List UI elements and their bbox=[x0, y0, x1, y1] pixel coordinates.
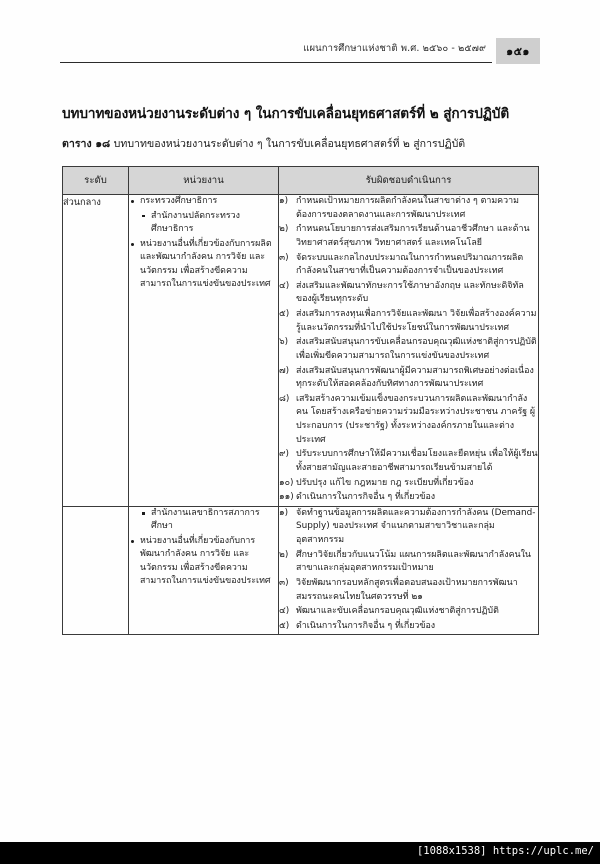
responsibility-item-text: ส่งเสริมการลงทุนเพื่อการวิจัยและพัฒนา วิจัยเพื่อสร้างองค์ความรู้และนวัตกรรมที่นำไปใช้ประโยชน์ในการพัฒนาประเทศ bbox=[296, 309, 537, 333]
responsibility-list-item bbox=[279, 605, 538, 619]
cell-level: ส่วนกลาง bbox=[63, 195, 129, 507]
column-header-responsibility: รับผิดชอบดำเนินการ bbox=[279, 167, 539, 195]
watermark-dimensions: [1088x1538] bbox=[416, 845, 487, 857]
cell-agency bbox=[129, 195, 279, 507]
agency-list bbox=[129, 195, 278, 292]
role-table bbox=[62, 166, 539, 635]
responsibility-item-text: ส่งเสริมสนับสนุนการขับเคลื่อนกรอบคุณวุฒิแห่งชาติสู่การปฏิบัติ เพื่อเพิ่มขีดความสามารถในการแข่งขันของประเทศ bbox=[296, 337, 537, 361]
responsibility-item-number: ๓) bbox=[279, 252, 289, 263]
responsibility-item-text: ดำเนินการในการกิจอื่น ๆ ที่เกี่ยวข้อง bbox=[296, 492, 436, 503]
responsibility-list-item bbox=[279, 223, 538, 250]
responsibility-item-text: กำหนดเป้าหมายการผลิตกำลังคนในสาขาต่าง ๆ ตามความต้องการของตลาดงานและการพัฒนาประเทศ bbox=[296, 196, 519, 220]
responsibility-item-number: ๗) bbox=[279, 365, 290, 376]
responsibility-item-text: ศึกษาวิจัยเกี่ยวกับแนวโน้ม แผนการผลิตและพัฒนากำลังคนในสาขาและกลุ่มอุตสาหกรรมเป้าหมาย bbox=[296, 549, 531, 574]
cell-responsibility bbox=[279, 195, 539, 507]
running-header bbox=[60, 40, 540, 66]
agency-list-item: สำนักงานปลัดกระทรวงศึกษาธิการ bbox=[129, 210, 278, 237]
responsibility-list bbox=[279, 195, 538, 505]
agency-list-item: หน่วยงานอื่นที่เกี่ยวข้องกับการพัฒนากำลังคน การวิจัย และนวัตกรรม เพื่อสร้างขีดความสามารถในการแข่งขันของประเทศ bbox=[129, 535, 278, 589]
responsibility-list-item bbox=[279, 393, 538, 448]
responsibility-item-text: ส่งเสริมสนับสนุนการพัฒนาผู้มีความสามารถพิเศษอย่างต่อเนื่องทุกระดับให้สอดคล้องกับทิศทางการพัฒนาประเทศ bbox=[296, 365, 534, 390]
agency-list-item: หน่วยงานอื่นที่เกี่ยวข้องกับการผลิตและพัฒนากำลังคน การวิจัย และนวัตกรรม เพื่อสร้างขีดความสามารถในการแข่งขันของประเทศ bbox=[129, 238, 278, 292]
page-title: บทบาทของหน่วยงานระดับต่าง ๆ ในการขับเคลื่อนยุทธศาสตร์ที่ ๒ สู่การปฏิบัติ bbox=[62, 106, 510, 122]
responsibility-item-number: ๒) bbox=[279, 549, 289, 560]
responsibility-item-text: กำหนดนโยบายการส่งเสริมการเรียนด้านอาชีวศึกษา และด้านวิทยาศาสตร์สุขภาพ วิทยาศาสตร์ และเทคโนโลยี bbox=[296, 224, 530, 248]
table-caption bbox=[62, 138, 540, 152]
responsibility-item-number: ๓) bbox=[279, 577, 289, 588]
table-caption-label: ตาราง ๑๘ bbox=[62, 138, 111, 150]
responsibility-item-number: ๒) bbox=[279, 224, 289, 235]
responsibility-list-item bbox=[279, 477, 538, 491]
responsibility-list-item bbox=[279, 365, 538, 392]
table-caption-text: บทบาทของหน่วยงานระดับต่าง ๆ ในการขับเคลื่อนยุทธศาสตร์ที่ ๒ สู่การปฏิบัติ bbox=[113, 138, 466, 150]
responsibility-list bbox=[279, 507, 538, 634]
responsibility-list-item bbox=[279, 252, 538, 279]
responsibility-item-text: ดำเนินการในการกิจอื่น ๆ ที่เกี่ยวข้อง bbox=[296, 620, 436, 631]
responsibility-item-number: ๑๑) bbox=[279, 492, 294, 503]
column-header-agency: หน่วยงาน bbox=[129, 167, 279, 195]
table-body bbox=[63, 195, 539, 635]
watermark-url: https://uplc.me/ bbox=[492, 845, 594, 857]
responsibility-item-text: เสริมสร้างความเข้มแข็งของกระบวนการผลิตและพัฒนากำลังคน โดยสร้างเครือข่ายความร่วมมือระหว่างประชาชน ภาครัฐ ผู้ประกอบการ (ประชารัฐ) ทั้งระหว่างองค์กรภายในและต่างประเทศ bbox=[296, 393, 536, 445]
responsibility-item-text: พัฒนาและขับเคลื่อนกรอบคุณวุฒิแห่งชาติสู่การปฏิบัติ bbox=[296, 606, 499, 617]
page-number-badge: ๑๕๑ bbox=[496, 38, 540, 64]
responsibility-item-number: ๘) bbox=[279, 393, 290, 404]
responsibility-list-item bbox=[279, 577, 538, 604]
responsibility-item-number: ๑) bbox=[279, 196, 289, 206]
table-row bbox=[63, 506, 539, 635]
responsibility-item-text: วิจัยพัฒนากรอบหลักสูตรเพื่อตอบสนองเป้าหมายการพัฒนาสมรรถนะคนไทยในศตวรรษที่ ๒๑ bbox=[296, 577, 518, 602]
cell-agency bbox=[129, 506, 279, 635]
responsibility-item-number: ๑) bbox=[279, 507, 289, 518]
responsibility-item-text: จัดทำฐานข้อมูลการผลิตและความต้องการกำลังคน (Demand-Supply) ของประเทศ จำแนกตามสาขาวิชาและกลุ่มอุตสาหกรรม bbox=[296, 507, 536, 545]
responsibility-list-item bbox=[279, 280, 538, 307]
responsibility-item-number: ๔) bbox=[279, 606, 290, 617]
responsibility-list-item bbox=[279, 195, 538, 222]
responsibility-item-number: ๙) bbox=[279, 449, 289, 460]
responsibility-item-text: ส่งเสริมและพัฒนาทักษะการใช้ภาษาอังกฤษ และทักษะดิจิทัลของผู้เรียนทุกระดับ bbox=[296, 280, 524, 305]
responsibility-item-text: จัดระบบและกลไกงบประมาณในการกำหนดปริมาณการผลิตกำลังคนในสาขาที่เป็นความต้องการจำเป็นของประเทศ bbox=[296, 252, 524, 277]
responsibility-list-item bbox=[279, 507, 538, 548]
table-row bbox=[63, 195, 539, 507]
responsibility-item-text: ปรับปรุง แก้ไข กฎหมาย กฎ ระเบียบที่เกี่ยวข้อง bbox=[296, 477, 474, 488]
responsibility-list-item bbox=[279, 491, 538, 505]
responsibility-list-item bbox=[279, 336, 538, 363]
running-header-title: แผนการศึกษาแห่งชาติ พ.ศ. ๒๕๖๐ - ๒๕๗๙ bbox=[303, 43, 486, 54]
role-table-wrapper bbox=[62, 166, 538, 635]
cell-level bbox=[63, 506, 129, 635]
responsibility-list-item bbox=[279, 308, 538, 335]
table-header-row bbox=[63, 167, 539, 195]
column-header-level: ระดับ bbox=[63, 167, 129, 195]
responsibility-item-number: ๑๐) bbox=[279, 477, 294, 488]
agency-list-item: สำนักงานเลขาธิการสภาการศึกษา bbox=[129, 507, 278, 534]
responsibility-item-number: ๕) bbox=[279, 309, 290, 319]
responsibility-list-item bbox=[279, 620, 538, 634]
watermark-bar bbox=[0, 842, 600, 864]
agency-list-item: กระทรวงศึกษาธิการ bbox=[129, 195, 278, 209]
watermark-text bbox=[417, 845, 594, 857]
cell-responsibility bbox=[279, 506, 539, 635]
table-head bbox=[63, 167, 539, 195]
responsibility-item-number: ๖) bbox=[279, 337, 289, 348]
header-rule bbox=[60, 62, 492, 63]
responsibility-item-number: ๔) bbox=[279, 280, 290, 291]
responsibility-list-item bbox=[279, 448, 538, 475]
responsibility-item-text: ปรับระบบการศึกษาให้มีความเชื่อมโยงและยืดหยุ่น เพื่อให้ผู้เรียนทั้งสายสามัญและสายอาชีพสามารถเรียนข้ามสายได้ bbox=[296, 449, 538, 473]
agency-list bbox=[129, 507, 278, 589]
responsibility-item-number: ๕) bbox=[279, 620, 290, 631]
responsibility-list-item bbox=[279, 549, 538, 576]
